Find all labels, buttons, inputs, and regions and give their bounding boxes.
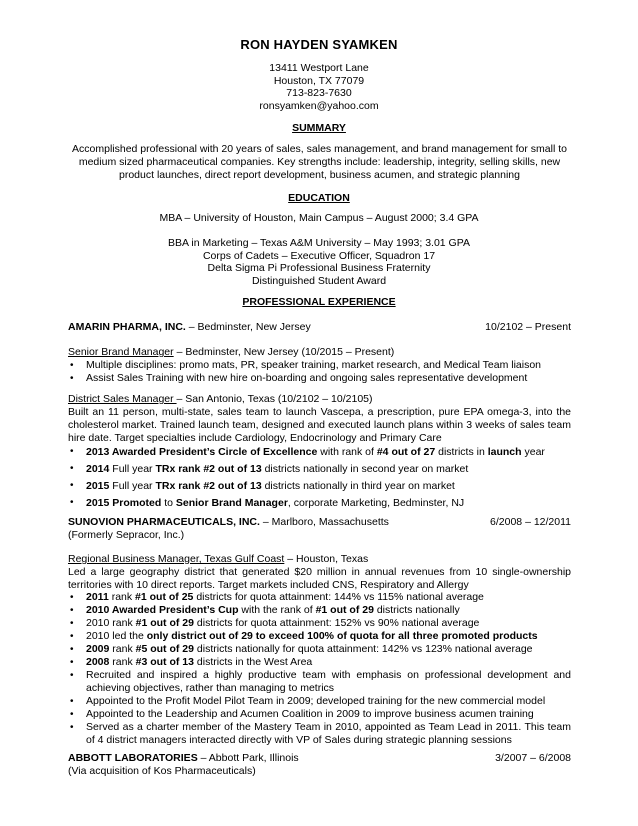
text: with the rank of [238, 604, 316, 616]
bold-text: 2008 [86, 656, 110, 668]
sunovion-company: SUNOVION PHARMACEUTICALS, INC. [68, 516, 260, 528]
bold-text: #4 out of 27 [376, 446, 436, 458]
text: 2010 [86, 617, 110, 629]
education-fraternity: Delta Sigma Pi Professional Business Fraternity [207, 262, 431, 274]
list-item [68, 656, 571, 669]
list-item [68, 445, 571, 459]
text: districts for quota attainment: 152% vs 90% national average [193, 617, 480, 629]
text: districts nationally for quota attainment: 142% vs 123% national average [193, 643, 533, 655]
text: districts for quota attainment: 144% vs 115% national average [193, 591, 484, 603]
list-item: • Recruited and inspired a highly productive team with emphasis on professional development and achieving objectives, rather than managing to metrics [68, 669, 571, 695]
text: districts in the West Area [193, 656, 313, 668]
sunovion-role-header [68, 553, 571, 566]
education-bba: BBA in Marketing – Texas A&M University – May 1993; 3.01 GPA [168, 237, 470, 249]
bold-text: 2015 [86, 480, 110, 492]
list-item: • Assist Sales Training with new hire on-boarding and ongoing sales representative development [68, 372, 571, 385]
bold-text: 2010 Awarded President’s Cup [86, 604, 239, 616]
amarin-role2-description: Built an 11 person, multi-state, sales team to launch Vascepa, a prescription, pure EPA omega-3, into the cholesterol market. Trained launch team, designed and executed launch plans within 3 weeks of sales team hire date. Target specialties include Cardiology, Endocrinology and Primary Care [68, 406, 571, 444]
text: districts nationally [373, 604, 460, 616]
abbott-location: – Abbott Park, Illinois [197, 752, 299, 764]
bold-text: 2013 Awarded President’s Circle of Excellence [86, 446, 318, 458]
abbott-company: ABBOTT LABORATORIES [68, 752, 198, 764]
sunovion-role-description: Led a large geography district that generated $20 million in annual revenues from 10 single-ownership territories with 10 direct reports. Target markets included CNS, Respiratory and Allergy [68, 566, 571, 591]
bold-text: TRx rank #2 out of 13 [155, 480, 262, 492]
list-item [68, 604, 571, 617]
text: districts in [435, 446, 488, 458]
amarin-role1-header [68, 346, 571, 359]
list-item: • Appointed to the Leadership and Acumen Coalition in 2009 to improve business acumen training [68, 708, 571, 721]
text: Full year [109, 480, 156, 492]
sunovion-location: – Marlboro, Massachusetts [259, 516, 389, 528]
address-line-2: Houston, TX 77079 [273, 74, 365, 87]
bold-text: #1 out of 25 [135, 591, 194, 603]
education-heading: EDUCATION [288, 192, 350, 204]
contact-block [0, 62, 638, 112]
bold-text: 2009 [86, 643, 110, 655]
text: districts nationally in second year on market [261, 463, 469, 475]
text: year [521, 446, 545, 458]
amarin-role2-header [68, 393, 571, 406]
text: , corporate Marketing, Bedminster, NJ [287, 497, 465, 509]
sunovion-bullets [68, 591, 571, 747]
bold-text: #1 out of 29 [135, 617, 194, 629]
abbott-dates: 3/2007 – 6/2008 [495, 752, 571, 764]
list-item [68, 630, 571, 643]
amarin-location: – Bedminster, New Jersey [185, 321, 311, 333]
list-item: • Multiple disciplines: promo mats, PR, speaker training, market research, and Medical Team liaison [68, 359, 571, 372]
education-bba-block [0, 237, 638, 287]
list-item [68, 591, 571, 604]
text: rank [109, 656, 136, 668]
sunovion-dates: 6/2008 – 12/2011 [490, 516, 571, 528]
bold-text: only district out of 29 to exceed 100% of quota for all three promoted products [146, 630, 538, 642]
bold-text: 2014 [86, 463, 110, 475]
bold-text: #3 out of 13 [135, 656, 194, 668]
phone: 713-823-7630 [286, 87, 352, 99]
experience-heading: PROFESSIONAL EXPERIENCE [242, 296, 396, 308]
sunovion-formerly: (Formerly Sepracor, Inc.) [68, 529, 185, 541]
abbott-via: (Via acquisition of Kos Pharmaceuticals) [68, 765, 256, 777]
email: ronsyamken@yahoo.com [259, 99, 379, 112]
text: to [161, 497, 176, 509]
text: Full year [109, 463, 156, 475]
text: districts nationally in third year on market [261, 480, 455, 492]
education-corps: Corps of Cadets – Executive Officer, Squadron 17 [202, 249, 436, 262]
text: 2010 led the [86, 630, 147, 642]
text: rank [109, 617, 136, 629]
amarin-role1-title: Senior Brand Manager [68, 346, 174, 358]
amarin-dates: 10/2102 – Present [485, 321, 571, 333]
bold-text: launch [487, 446, 522, 458]
list-item: • Served as a charter member of the Mastery Team in 2010, appointed as Team Lead in 2011. This team of 4 district managers interacted directly with VP of Sales during strategic planning sessions [68, 721, 571, 747]
list-item [68, 643, 571, 656]
abbott-header [68, 752, 571, 765]
bold-text: #1 out of 29 [315, 604, 374, 616]
education-award: Distinguished Student Award [251, 274, 387, 287]
bold-text: 2015 Promoted [86, 497, 162, 509]
bold-text: TRx rank #2 out of 13 [155, 463, 262, 475]
text: with rank of [317, 446, 377, 458]
list-item [68, 462, 571, 476]
sunovion-role-location: – Houston, Texas [284, 553, 369, 565]
list-item [68, 479, 571, 493]
sunovion-role-title: Regional Business Manager, Texas Gulf Coast [68, 553, 285, 565]
summary-heading: SUMMARY [292, 122, 346, 134]
list-item [68, 617, 571, 630]
summary-text: Accomplished professional with 20 years of sales, sales management, and brand management for small to medium sized pharmaceutical companies. Key strengths include: leadership, integrity, selling skills, new product launches, direct report development, business acumen, and strategic planning [72, 143, 567, 181]
sunovion-header [68, 516, 571, 529]
amarin-company: AMARIN PHARMA, INC. [68, 321, 186, 333]
list-item: • Appointed to the Profit Model Pilot Team in 2009; developed training for the new commercial model [68, 695, 571, 708]
text: rank [109, 643, 136, 655]
amarin-role1-bullets [68, 359, 571, 385]
list-item [68, 496, 571, 510]
education-mba: MBA – University of Houston, Main Campus – August 2000; 3.4 GPA [159, 212, 479, 224]
amarin-role2-location: – San Antonio, Texas (10/2102 – 10/2105) [176, 393, 373, 405]
amarin-role2-title: District Sales Manager [68, 393, 177, 405]
amarin-header [68, 321, 571, 334]
candidate-name: RON HAYDEN SYAMKEN [240, 37, 398, 52]
text: rank [108, 591, 136, 603]
bold-text: 2011 [86, 591, 109, 603]
amarin-role2-bullets [68, 445, 571, 510]
address-line-1: 13411 Westport Lane [269, 62, 369, 74]
bold-text: #5 out of 29 [135, 643, 194, 655]
bold-text: Senior Brand Manager [175, 497, 288, 509]
amarin-role1-location: – Bedminster, New Jersey (10/2015 – Present) [173, 346, 395, 358]
